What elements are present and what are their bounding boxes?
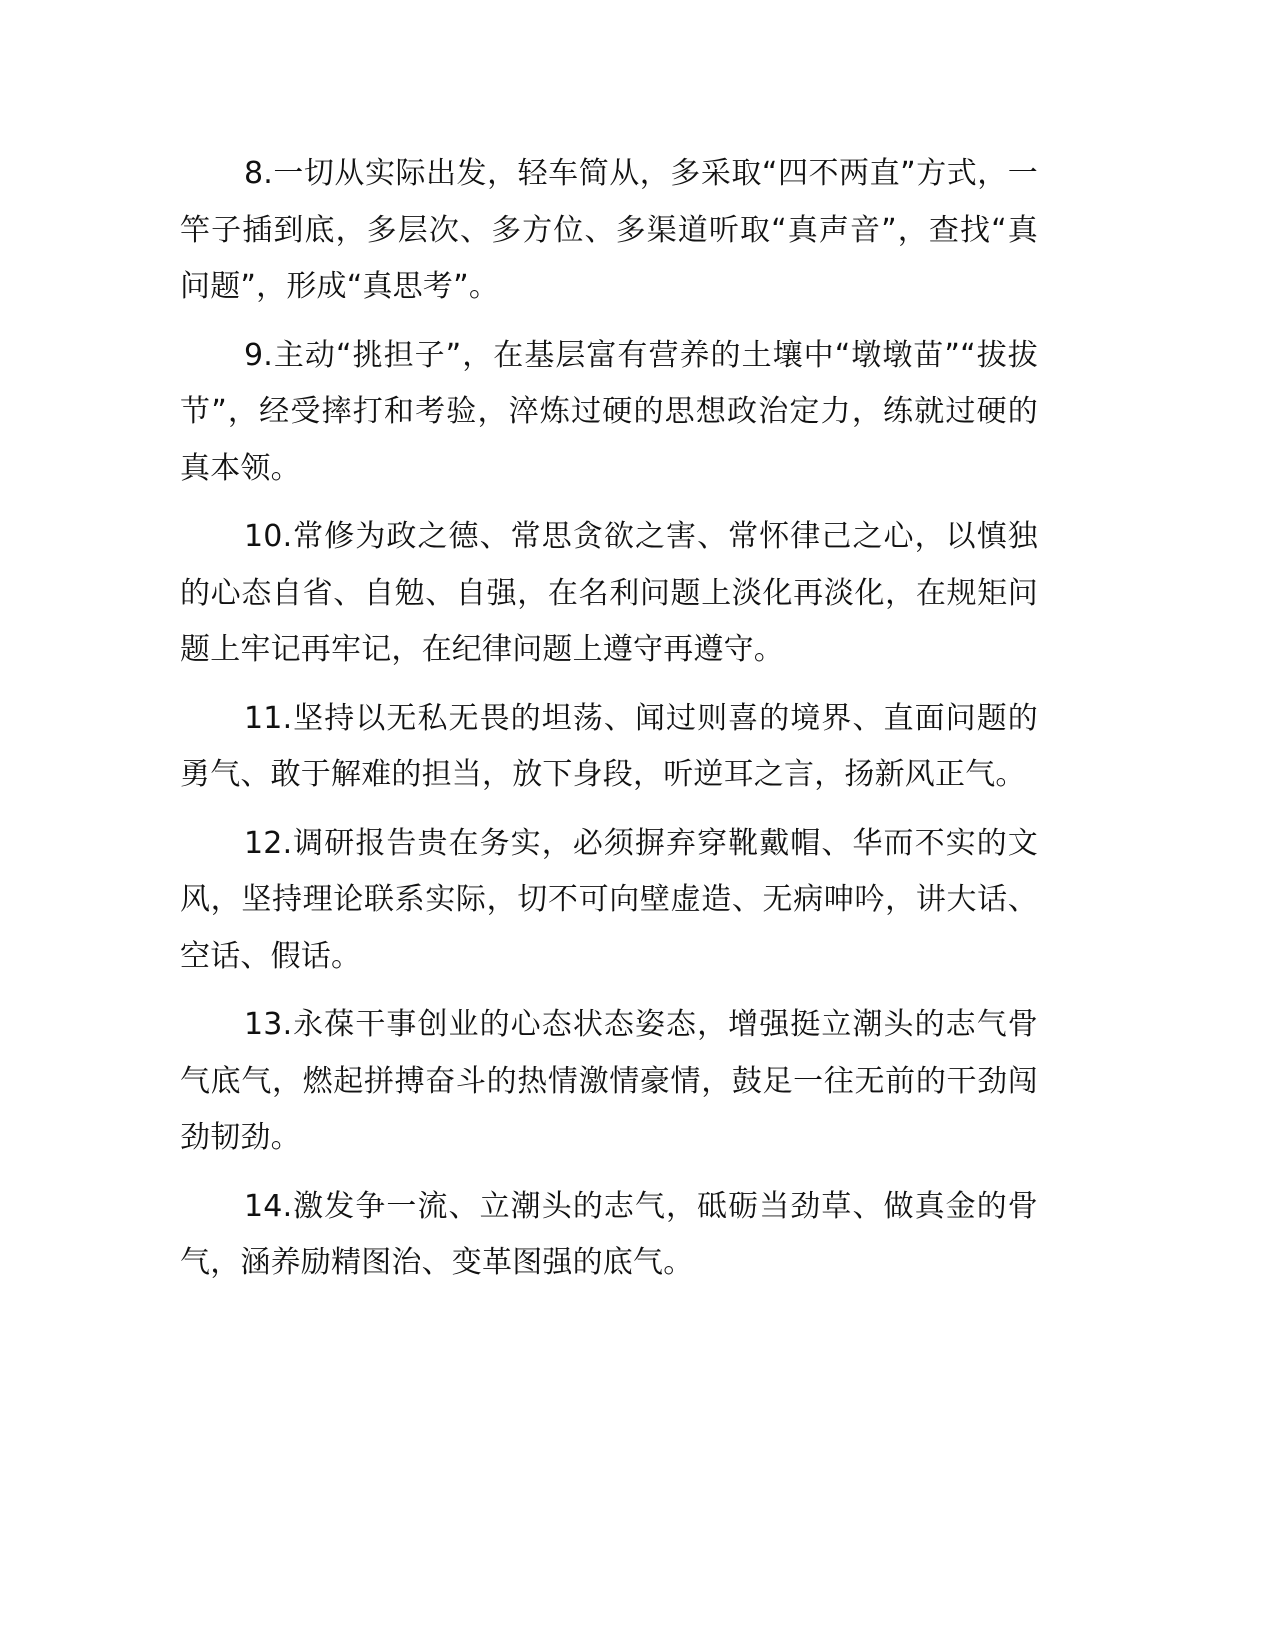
- paragraph-13: 13.永葆干事创业的心态状态姿态，增强挺立潮头的志气骨气底气，燃起拼搏奋斗的热情激情豪情，鼓足一往无前的干劲闯劲韧劲。: [180, 1007, 1038, 1155]
- paragraph-9: 9.主动“挑担子”，在基层富有营养的土壤中“墩墩苗”“拔拔节”，经受摔打和考验，淬炼过硬的思想政治定力，练就过硬的真本领。: [180, 337, 1038, 486]
- paragraph-11: 11.坚持以无私无畏的坦荡、闻过则喜的境界、直面问题的勇气、敢于解难的担当，放下身段，听逆耳之言，扬新风正气。: [180, 700, 1038, 792]
- paragraph-8: 8.一切从实际出发，轻车简从，多采取“四不两直”方式，一竿子插到底，多层次、多方位、多渠道听取“真声音”，查找“真问题”，形成“真思考”。: [180, 156, 1038, 304]
- paragraph-10: 10.常修为政之德、常思贪欲之害、常怀律己之心，以慎独的心态自省、自勉、自强，在名利问题上淡化再淡化，在规矩问题上牢记再牢记，在纪律问题上遵守再遵守。: [180, 519, 1038, 667]
- paragraph-12: 12.调研报告贵在务实，必须摒弃穿靴戴帽、华而不实的文风，坚持理论联系实际，切不可向壁虚造、无病呻吟，讲大话、空话、假话。: [180, 825, 1038, 974]
- document-body: [180, 146, 1038, 1304]
- paragraph-14: 14.激发争一流、立潮头的志气，砥砺当劲草、做真金的骨气，涵养励精图治、变革图强的底气。: [180, 1188, 1038, 1280]
